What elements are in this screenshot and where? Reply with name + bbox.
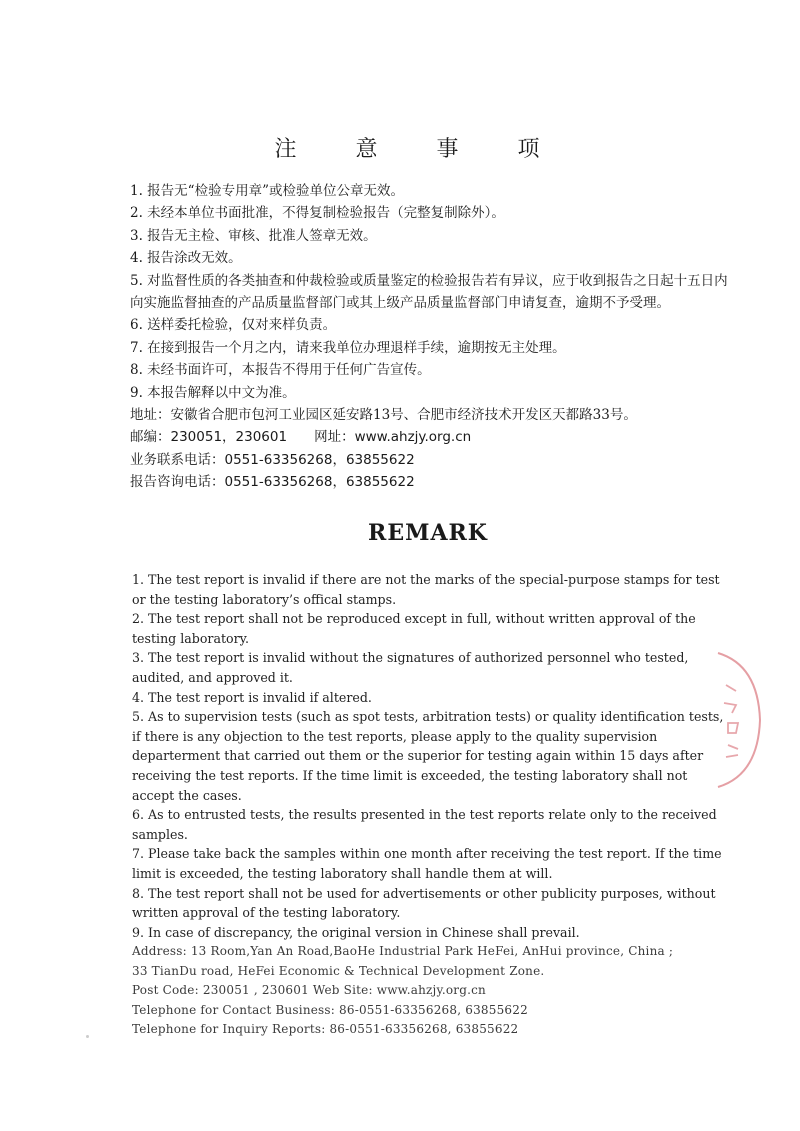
cn-notice-item-6: 6. 送样委托检验，仅对来样负责。: [130, 317, 337, 334]
en-remark-item-8: 8. The test report shall not be used for advertisements or other publicity purposes, without written approval of the testing laboratory.: [132, 885, 716, 921]
en-remark-title: REMARK: [368, 520, 488, 546]
en-remark-item-4: 4. The test report is invalid if altered.: [132, 689, 372, 705]
en-remark-item-6: 6. As to entrusted tests, the results presented in the test reports relate only to the received samples.: [132, 807, 717, 842]
en-inquiry-phone: Telephone for Inquiry Reports: 86-0551-63356268, 63855622: [132, 1022, 519, 1037]
cn-address: 地址：安徽省合肥市包河工业园区延安路13号、合肥市经济技术开发区天都路33号。: [130, 406, 637, 423]
en-address-line-1: Address: 13 Room,Yan An Road,BaoHe Industrial Park HeFei, AnHui province, China ;: [132, 944, 674, 959]
en-remark-item-1: 1. The test report is invalid if there are not the marks of the special-purpose stamps for test or the testing laboratory’s offical stamps.: [132, 572, 720, 607]
cn-notice-item-9: 9. 本报告解释以中文为准。: [130, 384, 296, 401]
cn-postcode-website: 邮编：230051，230601 网址：www.ahzjy.org.cn: [130, 429, 472, 446]
cn-notice-item-2: 2. 未经本单位书面批准，不得复制检验报告（完整复制除外）。: [130, 205, 505, 222]
cn-notice-item-8: 8. 未经书面许可，本报告不得用于任何广告宣传。: [130, 362, 431, 379]
en-remark-item-7: 7. Please take back the samples within one month after receiving the test report. If the time limit is exceeded, the testing laboratory shall handle them at will.: [132, 846, 722, 881]
en-remark-item-2: 2. The test report shall not be reproduced except in full, without written approval of the testing laboratory.: [132, 611, 696, 646]
en-remark-item-5: 5. As to supervision tests (such as spot tests, arbitration tests) or quality identification tests, if there is any objection to the test reports, please apply to the quality supervision departerment that carried out them or the superior for testing again within 15 days after receiving the test reports. If the time limit is exceeded, the testing laboratory shall not accept the cases.: [132, 709, 724, 803]
en-postcode-website: Post Code: 230051 , 230601 Web Site: www.ahzjy.org.cn: [132, 983, 486, 998]
en-remark-item-9: 9. In case of discrepancy, the original version in Chinese shall prevail.: [132, 924, 580, 940]
cn-notice-item-5: 5. 对监督性质的各类抽查和仲裁检验或质量鉴定的检验报告若有异议，应于收到报告之日起十五日内向实施监督抽查的产品质量监督部门或其上级产品质量监督部门申请复查，逾期不予受理。: [130, 272, 728, 311]
en-remark-item-3: 3. The test report is invalid without the signatures of authorized personnel who tested, audited, and approved it.: [132, 650, 689, 685]
cn-notice-title: 注 意 事 项: [274, 137, 566, 162]
en-address-line-2: 33 TianDu road, HeFei Economic & Technical Development Zone.: [132, 963, 545, 978]
cn-inquiry-phone: 报告咨询电话：0551-63356268，63855622: [130, 474, 415, 491]
cn-notice-list: [130, 180, 730, 494]
cn-business-phone: 业务联系电话：0551-63356268，63855622: [130, 451, 415, 468]
scan-speck: [86, 1035, 89, 1038]
cn-notice-item-1: 1. 报告无“检验专用章”或检验单位公章无效。: [130, 183, 404, 199]
cn-notice-item-4: 4. 报告涂改无效。: [130, 250, 242, 267]
en-business-phone: Telephone for Contact Business: 86-0551-63356268, 63855622: [132, 1002, 528, 1017]
cn-notice-item-3: 3. 报告无主检、审核、批准人签章无效。: [130, 227, 377, 244]
cn-notice-item-7: 7. 在接到报告一个月之内，请来我单位办理退样手续，逾期按无主处理。: [130, 339, 566, 356]
en-remark-list: [132, 570, 727, 1040]
